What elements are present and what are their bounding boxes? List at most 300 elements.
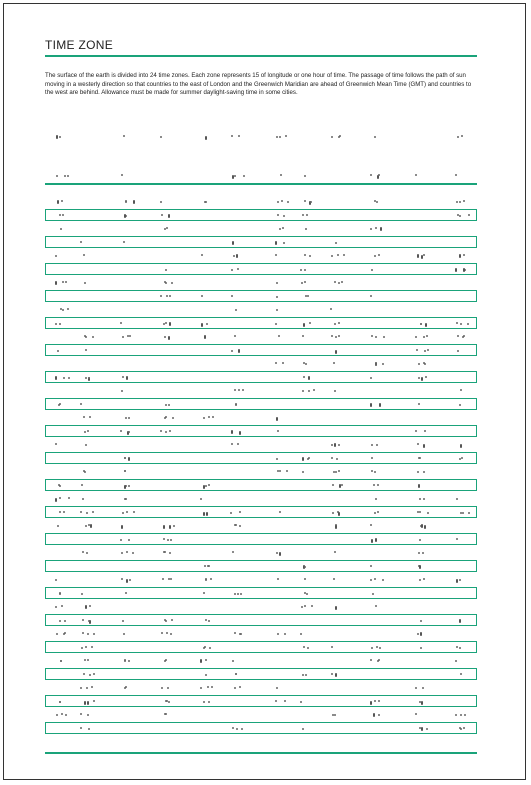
table-band bbox=[45, 236, 477, 248]
table-mark bbox=[207, 686, 209, 688]
table-mark bbox=[331, 457, 333, 459]
table-mark bbox=[338, 444, 340, 446]
table-mark bbox=[56, 714, 58, 716]
table-mark bbox=[128, 431, 130, 433]
table-mark bbox=[235, 524, 237, 526]
table-mark bbox=[126, 511, 128, 513]
table-mark bbox=[382, 579, 384, 581]
table-mark bbox=[423, 444, 425, 448]
table-mark bbox=[59, 136, 61, 138]
table-mark bbox=[338, 282, 340, 284]
table-mark bbox=[302, 335, 304, 337]
table-mark bbox=[206, 323, 208, 325]
table-mark bbox=[425, 323, 427, 327]
table-mark bbox=[338, 322, 340, 324]
table-mark bbox=[121, 552, 123, 554]
table-mark bbox=[123, 633, 125, 635]
table-mark bbox=[165, 269, 167, 271]
table-mark bbox=[304, 269, 306, 271]
table-mark bbox=[286, 470, 288, 472]
table-mark bbox=[333, 578, 335, 580]
table-mark bbox=[126, 551, 128, 553]
table-mark bbox=[208, 701, 210, 703]
table-mark bbox=[301, 282, 303, 284]
table-band bbox=[45, 371, 477, 383]
table-mark bbox=[303, 323, 305, 327]
table-mark bbox=[160, 136, 162, 138]
table-mark bbox=[302, 457, 304, 461]
table-mark bbox=[205, 674, 207, 676]
table-mark bbox=[463, 727, 465, 729]
table-mark bbox=[55, 281, 57, 285]
table-mark bbox=[460, 728, 462, 730]
table-mark bbox=[87, 659, 89, 661]
table-band bbox=[45, 722, 477, 734]
table-mark bbox=[463, 335, 465, 337]
table-mark bbox=[375, 605, 377, 607]
table-mark bbox=[282, 227, 284, 229]
table-mark bbox=[82, 632, 84, 634]
table-mark bbox=[121, 578, 123, 580]
table-mark bbox=[276, 687, 278, 689]
table-mark bbox=[80, 713, 82, 715]
table-mark bbox=[460, 714, 462, 716]
table-mark bbox=[276, 296, 278, 298]
table-mark bbox=[234, 335, 236, 337]
table-mark bbox=[167, 687, 169, 689]
table-mark bbox=[63, 511, 65, 513]
table-mark bbox=[231, 135, 233, 137]
table-mark bbox=[120, 539, 122, 541]
table-mark bbox=[83, 673, 85, 675]
table-mark bbox=[124, 498, 126, 500]
table-mark bbox=[457, 335, 459, 337]
table-mark bbox=[62, 309, 64, 311]
table-mark bbox=[208, 484, 210, 486]
table-mark bbox=[423, 254, 425, 256]
footer-rule bbox=[45, 752, 477, 754]
table-mark bbox=[302, 674, 304, 676]
table-mark bbox=[415, 713, 417, 715]
table-mark bbox=[235, 404, 237, 406]
table-mark bbox=[208, 416, 210, 418]
table-mark bbox=[337, 254, 339, 256]
table-mark bbox=[234, 687, 236, 689]
table-mark bbox=[169, 430, 171, 432]
table-mark bbox=[163, 525, 165, 529]
table-mark bbox=[331, 673, 333, 675]
table-mark bbox=[455, 660, 457, 662]
table-mark bbox=[374, 255, 376, 257]
table-mark bbox=[464, 714, 466, 716]
table-mark bbox=[65, 714, 67, 716]
table-mark bbox=[415, 687, 417, 689]
table-mark bbox=[239, 511, 241, 513]
table-mark bbox=[303, 376, 305, 378]
table-mark bbox=[467, 323, 469, 325]
table-mark bbox=[68, 497, 70, 499]
table-mark bbox=[335, 525, 337, 529]
table-mark bbox=[93, 673, 95, 675]
table-mark bbox=[275, 700, 277, 702]
table-mark bbox=[304, 281, 306, 283]
table-mark bbox=[370, 174, 372, 176]
table-mark bbox=[331, 136, 333, 138]
table-mark bbox=[129, 335, 131, 337]
table-mark bbox=[276, 136, 278, 138]
table-mark bbox=[419, 511, 421, 513]
table-mark bbox=[61, 200, 63, 202]
table-mark bbox=[211, 686, 213, 688]
table-mark bbox=[279, 552, 281, 556]
table-mark bbox=[165, 404, 167, 406]
table-mark bbox=[60, 228, 62, 230]
table-mark bbox=[335, 242, 337, 244]
table-mark bbox=[237, 443, 239, 445]
table-mark bbox=[165, 431, 167, 433]
table-mark bbox=[420, 620, 422, 622]
table-mark bbox=[173, 525, 175, 527]
table-mark bbox=[86, 512, 88, 514]
table-mark bbox=[285, 135, 287, 137]
table-mark bbox=[278, 335, 280, 337]
table-mark bbox=[375, 363, 377, 365]
table-mark bbox=[309, 322, 311, 324]
table-mark bbox=[378, 700, 380, 702]
table-mark bbox=[125, 417, 127, 419]
table-mark bbox=[423, 362, 425, 364]
table-mark bbox=[277, 201, 279, 203]
table-mark bbox=[427, 512, 429, 514]
table-mark bbox=[459, 579, 461, 581]
table-mark bbox=[169, 525, 171, 529]
table-mark bbox=[331, 255, 333, 257]
table-mark bbox=[59, 485, 61, 487]
table-mark bbox=[212, 416, 214, 418]
table-mark bbox=[59, 214, 61, 216]
table-mark bbox=[336, 458, 338, 460]
table-mark bbox=[376, 444, 378, 446]
table-mark bbox=[418, 363, 420, 365]
table-mark bbox=[275, 323, 277, 325]
table-mark bbox=[124, 470, 126, 472]
table-mark bbox=[59, 593, 61, 595]
table-mark bbox=[370, 701, 372, 705]
table-mark bbox=[231, 430, 233, 434]
title-rule bbox=[45, 55, 477, 57]
page-title: TIME ZONE bbox=[45, 38, 114, 52]
table-mark bbox=[279, 136, 281, 138]
table-mark bbox=[382, 363, 384, 365]
table-mark bbox=[126, 376, 128, 380]
table-mark bbox=[59, 511, 61, 513]
table-mark bbox=[234, 389, 236, 391]
table-mark bbox=[169, 295, 171, 297]
table-mark bbox=[68, 377, 70, 379]
table-mark bbox=[370, 403, 372, 407]
table-mark bbox=[59, 620, 61, 622]
table-mark bbox=[120, 322, 122, 324]
table-band bbox=[45, 290, 477, 302]
table-band bbox=[45, 695, 477, 707]
table-mark bbox=[300, 269, 302, 271]
table-mark bbox=[239, 525, 241, 527]
table-mark bbox=[201, 295, 203, 297]
table-mark bbox=[423, 578, 425, 580]
table-mark bbox=[339, 135, 341, 137]
table-mark bbox=[422, 552, 424, 554]
table-mark bbox=[169, 552, 171, 554]
table-mark bbox=[423, 336, 425, 338]
table-band bbox=[45, 506, 477, 518]
table-mark bbox=[463, 268, 465, 272]
table-mark bbox=[415, 174, 417, 176]
table-mark bbox=[421, 701, 423, 705]
table-mark bbox=[375, 538, 377, 542]
table-mark bbox=[308, 376, 310, 380]
table-mark bbox=[59, 497, 61, 499]
table-mark bbox=[234, 632, 236, 634]
table-mark bbox=[374, 578, 376, 580]
table-mark bbox=[419, 579, 421, 581]
table-mark bbox=[60, 660, 62, 662]
table-mark bbox=[86, 687, 88, 689]
table-mark bbox=[55, 376, 57, 380]
table-mark bbox=[205, 485, 207, 487]
table-mark bbox=[338, 470, 340, 472]
table-mark bbox=[424, 350, 426, 352]
table-mark bbox=[459, 404, 461, 406]
table-mark bbox=[310, 201, 312, 203]
table-mark bbox=[313, 389, 315, 391]
table-band bbox=[45, 317, 477, 329]
table-mark bbox=[415, 430, 417, 432]
table-band bbox=[45, 398, 477, 410]
table-mark bbox=[93, 633, 95, 635]
table-mark bbox=[85, 605, 87, 609]
table-mark bbox=[378, 174, 380, 176]
header-rule bbox=[45, 183, 477, 185]
table-mark bbox=[167, 539, 169, 541]
table-mark bbox=[427, 349, 429, 351]
table-mark bbox=[128, 417, 130, 419]
table-mark bbox=[124, 457, 126, 459]
table-band bbox=[45, 344, 477, 356]
table-mark bbox=[334, 714, 336, 716]
table-mark bbox=[168, 336, 170, 340]
table-mark bbox=[308, 390, 310, 392]
table-mark bbox=[335, 673, 337, 677]
table-mark bbox=[80, 241, 82, 243]
table-mark bbox=[343, 254, 345, 256]
table-mark bbox=[420, 632, 422, 636]
table-mark bbox=[375, 336, 377, 338]
table-mark bbox=[168, 404, 170, 406]
table-mark bbox=[334, 390, 336, 392]
table-mark bbox=[201, 254, 203, 256]
table-mark bbox=[370, 565, 372, 567]
table-mark bbox=[83, 254, 85, 256]
table-mark bbox=[334, 443, 336, 447]
table-mark bbox=[133, 511, 135, 513]
table-mark bbox=[125, 592, 127, 594]
table-mark bbox=[124, 485, 126, 489]
table-mark bbox=[284, 700, 286, 702]
table-mark bbox=[419, 498, 421, 500]
table-mark bbox=[168, 701, 170, 703]
table-mark bbox=[232, 660, 234, 662]
table-mark bbox=[236, 254, 238, 258]
table-mark bbox=[417, 633, 419, 635]
table-mark bbox=[371, 444, 373, 446]
table-mark bbox=[91, 686, 93, 688]
table-mark bbox=[204, 335, 206, 339]
table-mark bbox=[160, 201, 162, 203]
table-mark bbox=[335, 471, 337, 473]
table-band bbox=[45, 641, 477, 653]
table-mark bbox=[370, 659, 372, 661]
table-mark bbox=[276, 309, 278, 311]
table-mark bbox=[85, 646, 87, 648]
table-mark bbox=[55, 255, 57, 257]
table-mark bbox=[80, 727, 82, 729]
table-mark bbox=[378, 254, 380, 256]
table-mark bbox=[170, 633, 172, 635]
table-mark bbox=[160, 430, 162, 432]
table-mark bbox=[371, 457, 373, 459]
table-mark bbox=[122, 620, 124, 622]
table-mark bbox=[383, 336, 385, 338]
table-mark bbox=[56, 135, 58, 139]
table-mark bbox=[307, 647, 309, 649]
table-mark bbox=[59, 701, 61, 703]
table-mark bbox=[459, 215, 461, 217]
table-mark bbox=[210, 578, 212, 580]
table-mark bbox=[234, 175, 236, 177]
table-mark bbox=[125, 200, 127, 202]
table-mark bbox=[330, 308, 332, 310]
table-mark bbox=[165, 282, 167, 284]
table-mark bbox=[460, 389, 462, 391]
table-mark bbox=[341, 484, 343, 486]
table-mark bbox=[166, 227, 168, 229]
table-band bbox=[45, 587, 477, 599]
table-mark bbox=[459, 201, 461, 203]
table-mark bbox=[82, 551, 84, 553]
table-mark bbox=[120, 430, 122, 432]
table-mark bbox=[456, 201, 458, 203]
table-mark bbox=[377, 511, 379, 513]
table-mark bbox=[200, 498, 202, 500]
table-mark bbox=[240, 633, 242, 635]
table-mark bbox=[370, 295, 372, 297]
table-mark bbox=[456, 538, 458, 540]
table-mark bbox=[311, 605, 313, 607]
table-mark bbox=[231, 295, 233, 297]
table-mark bbox=[302, 728, 304, 730]
table-mark bbox=[237, 268, 239, 270]
table-mark bbox=[89, 416, 91, 418]
table-mark bbox=[459, 647, 461, 649]
table-band bbox=[45, 209, 477, 221]
table-mark bbox=[87, 714, 89, 716]
table-mark bbox=[333, 362, 335, 364]
table-mark bbox=[283, 242, 285, 244]
table-mark bbox=[165, 416, 167, 418]
table-mark bbox=[277, 214, 279, 216]
table-mark bbox=[204, 201, 206, 203]
table-mark bbox=[204, 565, 206, 567]
table-mark bbox=[232, 241, 234, 245]
table-mark bbox=[335, 336, 337, 338]
table-mark bbox=[304, 566, 306, 568]
table-band bbox=[45, 614, 477, 626]
table-mark bbox=[133, 200, 135, 204]
table-mark bbox=[208, 620, 210, 622]
table-mark bbox=[62, 281, 64, 283]
table-mark bbox=[309, 255, 311, 257]
table-mark bbox=[93, 700, 95, 702]
table-mark bbox=[124, 660, 126, 662]
table-mark bbox=[374, 471, 376, 473]
table-mark bbox=[81, 647, 83, 649]
table-mark bbox=[417, 471, 419, 473]
table-mark bbox=[241, 728, 243, 730]
table-band bbox=[45, 533, 477, 545]
table-mark bbox=[302, 390, 304, 392]
table-mark bbox=[169, 322, 171, 326]
table-mark bbox=[468, 214, 470, 216]
table-mark bbox=[57, 525, 59, 527]
table-mark bbox=[203, 592, 205, 594]
table-mark bbox=[371, 647, 373, 649]
table-mark bbox=[67, 308, 69, 310]
table-mark bbox=[168, 214, 170, 218]
table-mark bbox=[280, 174, 282, 176]
table-mark bbox=[424, 525, 426, 529]
table-mark bbox=[232, 551, 234, 553]
table-mark bbox=[332, 484, 334, 486]
table-mark bbox=[459, 254, 461, 258]
table-mark bbox=[128, 660, 130, 662]
table-mark bbox=[334, 323, 336, 325]
table-band bbox=[45, 668, 477, 680]
table-mark bbox=[161, 687, 163, 689]
table-mark bbox=[370, 377, 372, 379]
table-mark bbox=[88, 620, 90, 622]
table-mark bbox=[281, 200, 283, 202]
table-mark bbox=[170, 578, 172, 580]
table-mark bbox=[460, 323, 462, 325]
table-mark bbox=[84, 659, 86, 661]
table-mark bbox=[305, 674, 307, 676]
table-mark bbox=[161, 214, 163, 216]
table-mark bbox=[419, 457, 421, 459]
table-mark bbox=[81, 593, 83, 595]
table-mark bbox=[55, 606, 57, 608]
table-mark bbox=[421, 524, 423, 528]
table-mark bbox=[87, 701, 89, 705]
table-mark bbox=[468, 512, 470, 514]
table-mark bbox=[123, 135, 125, 137]
table-mark bbox=[235, 673, 237, 675]
table-mark bbox=[232, 727, 234, 729]
table-mark bbox=[331, 444, 333, 446]
table-mark bbox=[88, 377, 90, 379]
table-mark bbox=[209, 647, 211, 649]
table-mark bbox=[205, 619, 207, 621]
table-mark bbox=[205, 578, 207, 580]
